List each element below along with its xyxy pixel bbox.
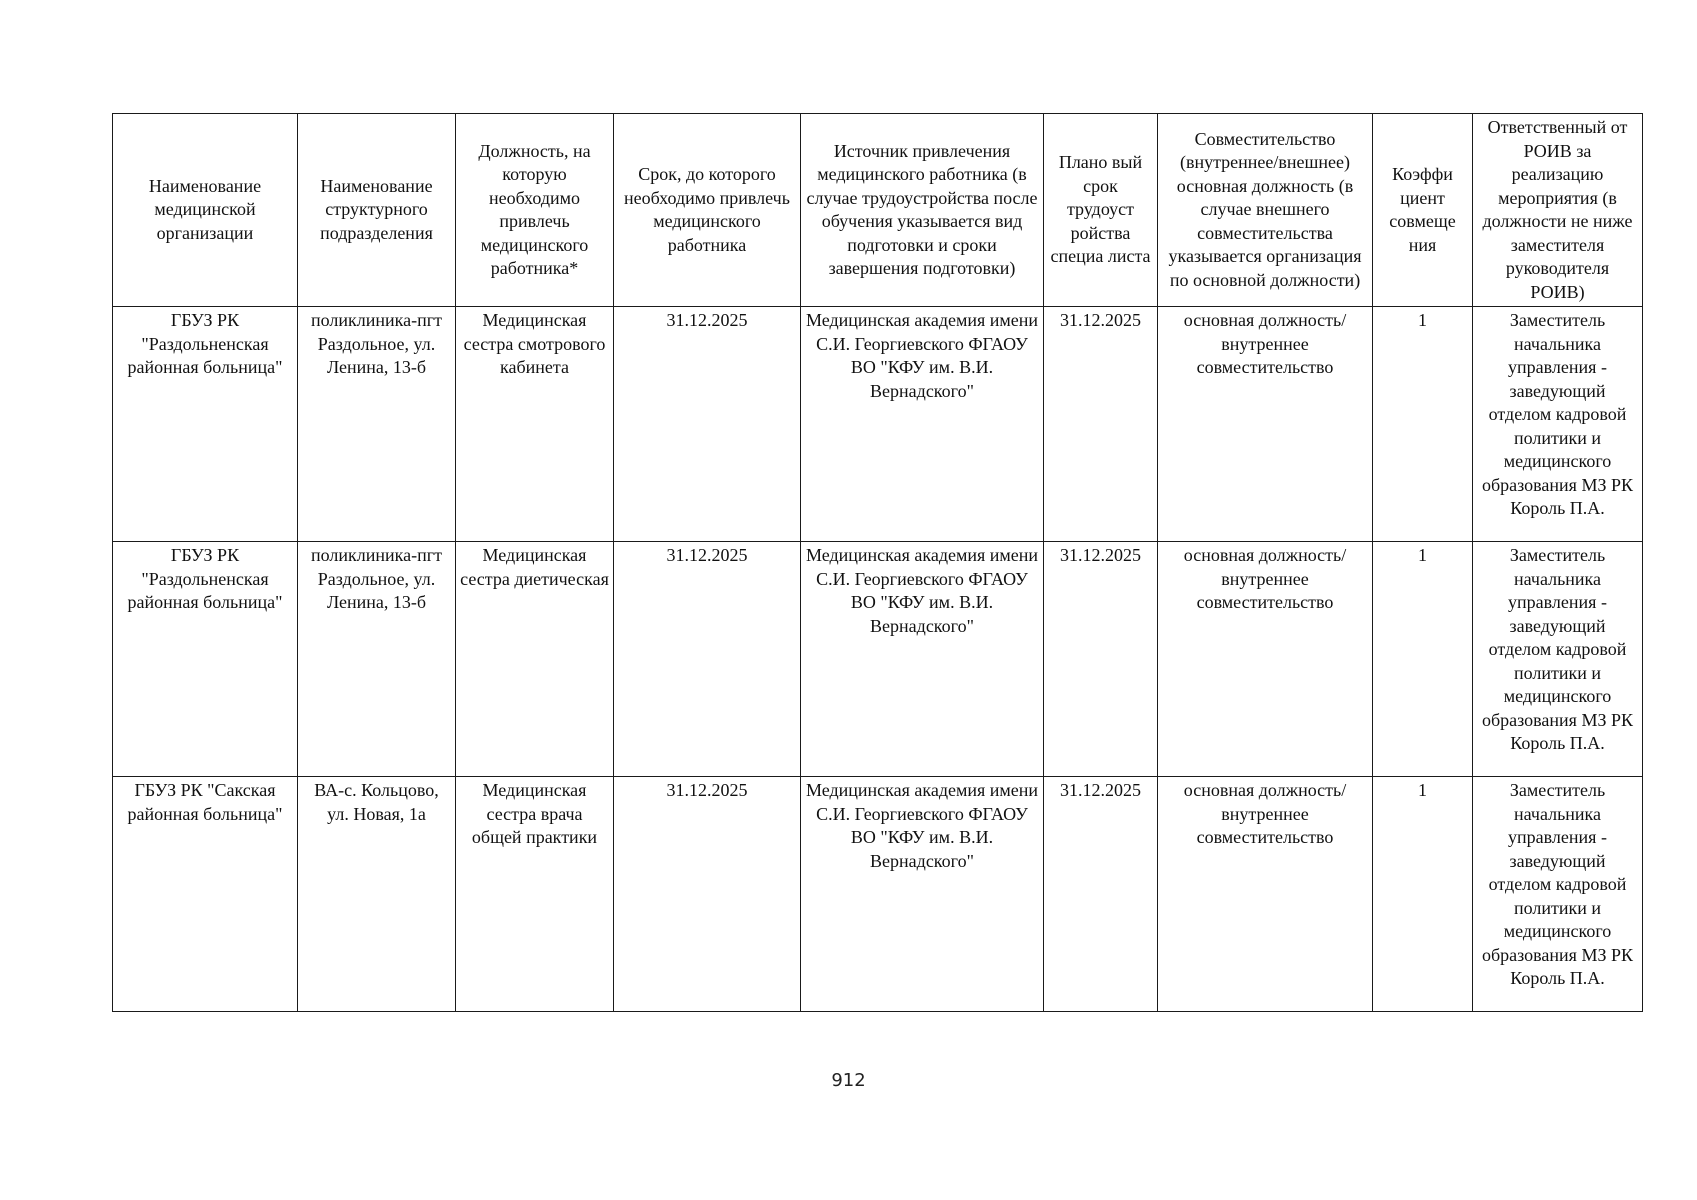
cell-combination: основная должность/ внутреннее совместительство (1158, 777, 1373, 1012)
header-responsible: Ответственный от РОИВ за реализацию мероприятия (в должности не ниже заместителя руководителя РОИВ) (1473, 114, 1643, 307)
cell-organization: ГБУЗ РК "Раздольненская районная больница" (113, 542, 298, 777)
cell-responsible: Заместитель начальника управления - заведующий отделом кадровой политики и медицинского образования МЗ РК Король П.А. (1473, 307, 1643, 542)
cell-subdivision: ВА-с. Кольцово, ул. Новая, 1а (298, 777, 456, 1012)
cell-planned-date: 31.12.2025 (1044, 307, 1158, 542)
table-row (113, 542, 1643, 777)
cell-deadline: 31.12.2025 (614, 542, 801, 777)
page-number: 912 (831, 1070, 866, 1091)
header-combination: Совместительство (внутреннее/внешнее) основная должность (в случае внешнего совместительства указывается организация по основной должности) (1158, 114, 1373, 307)
cell-deadline: 31.12.2025 (614, 307, 801, 542)
table-header-row (113, 114, 1643, 307)
cell-planned-date: 31.12.2025 (1044, 542, 1158, 777)
cell-subdivision: поликлиника-пгт Раздольное, ул. Ленина, 13-б (298, 542, 456, 777)
header-planned-date: Плано вый срок трудоуст ройства специа листа (1044, 114, 1158, 307)
header-source: Источник привлечения медицинского работника (в случае трудоустройства после обучения указывается вид подготовки и сроки завершения подготовки) (801, 114, 1044, 307)
header-subdivision: Наименование структурного подразделения (298, 114, 456, 307)
cell-coefficient: 1 (1373, 307, 1473, 542)
table-row (113, 307, 1643, 542)
cell-combination: основная должность/ внутреннее совместительство (1158, 542, 1373, 777)
cell-source: Медицинская академия имени С.И. Георгиевского ФГАОУ ВО "КФУ им. В.И. Вернадского" (801, 542, 1044, 777)
cell-organization: ГБУЗ РК "Сакская районная больница" (113, 777, 298, 1012)
cell-deadline: 31.12.2025 (614, 777, 801, 1012)
cell-coefficient: 1 (1373, 777, 1473, 1012)
cell-coefficient: 1 (1373, 542, 1473, 777)
staffing-table (112, 113, 1643, 1012)
cell-position: Медицинская сестра врача общей практики (456, 777, 614, 1012)
cell-source: Медицинская академия имени С.И. Георгиевского ФГАОУ ВО "КФУ им. В.И. Вернадского" (801, 307, 1044, 542)
table-row (113, 777, 1643, 1012)
header-coefficient: Коэффи циент совмеще ния (1373, 114, 1473, 307)
cell-position: Медицинская сестра смотрового кабинета (456, 307, 614, 542)
cell-position: Медицинская сестра диетическая (456, 542, 614, 777)
cell-responsible: Заместитель начальника управления - заведующий отделом кадровой политики и медицинского образования МЗ РК Король П.А. (1473, 542, 1643, 777)
header-position: Должность, на которую необходимо привлечь медицинского работника* (456, 114, 614, 307)
cell-planned-date: 31.12.2025 (1044, 777, 1158, 1012)
header-organization: Наименование медицинской организации (113, 114, 298, 307)
header-deadline: Срок, до которого необходимо привлечь медицинского работника (614, 114, 801, 307)
cell-responsible: Заместитель начальника управления - заведующий отделом кадровой политики и медицинского образования МЗ РК Король П.А. (1473, 777, 1643, 1012)
cell-organization: ГБУЗ РК "Раздольненская районная больница" (113, 307, 298, 542)
cell-subdivision: поликлиника-пгт Раздольное, ул. Ленина, 13-б (298, 307, 456, 542)
cell-source: Медицинская академия имени С.И. Георгиевского ФГАОУ ВО "КФУ им. В.И. Вернадского" (801, 777, 1044, 1012)
cell-combination: основная должность/ внутреннее совместительство (1158, 307, 1373, 542)
